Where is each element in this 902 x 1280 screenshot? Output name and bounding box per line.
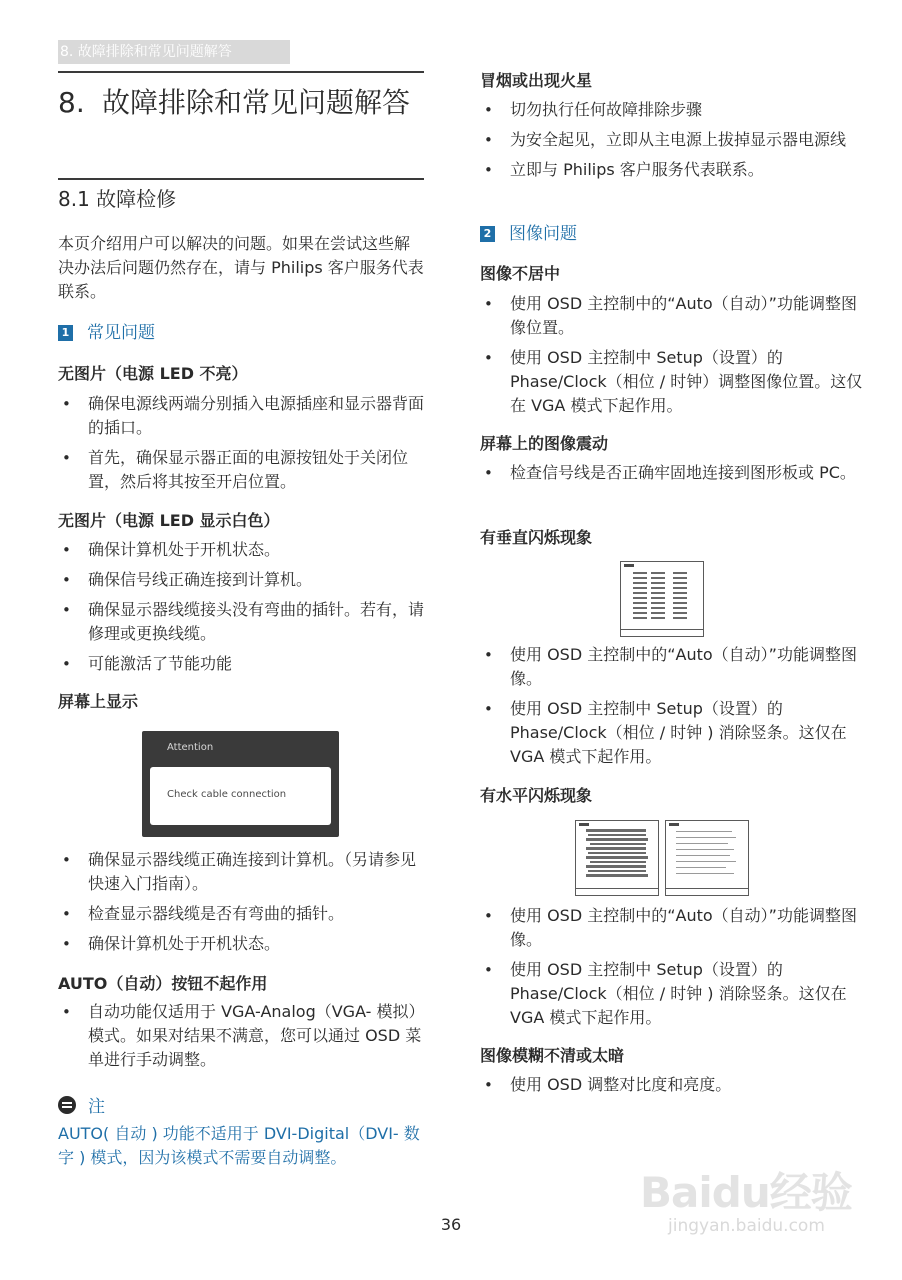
horizontal-lines-graphic xyxy=(666,821,748,887)
list-item: • 检查显示器线缆是否有弯曲的插针。 xyxy=(58,902,424,926)
subheading-vertical-flicker: 有垂直闪烁现象 xyxy=(480,528,593,547)
section-heading-8-1: 8.1 故障检修 xyxy=(58,187,177,211)
baidu-watermark xyxy=(640,1160,870,1260)
subheading-auto-button: AUTO（自动）按钮不起作用 xyxy=(58,974,268,993)
monitor-base xyxy=(576,888,658,895)
subheading-no-picture-led-white: 无图片（电源 LED 显示白色） xyxy=(58,511,280,530)
bullet-list xyxy=(58,1000,424,1078)
page-number: 36 xyxy=(440,1215,462,1234)
list-item: • 确保信号线正确连接到计算机。 xyxy=(58,568,424,592)
subheading-smoke-sparks: 冒烟或出现火星 xyxy=(480,71,593,90)
note-text: AUTO( 自动 ) 功能不适用于 DVI-Digital（DVI- 数字 ) 模式，因为该模式不需要自动调整。 xyxy=(58,1124,420,1167)
bullet-list xyxy=(58,848,424,962)
watermark-url: jingyan.baidu.com xyxy=(668,1216,825,1236)
bullet-list xyxy=(480,1073,860,1103)
section-image-problems xyxy=(480,223,577,245)
list-item: • 确保显示器线缆正确连接到计算机。（另请参见快速入门指南）。 xyxy=(58,848,424,896)
subheading-screen-shows: 屏幕上显示 xyxy=(58,692,139,711)
list-item: • 确保计算机处于开机状态。 xyxy=(58,932,424,956)
osd-message: Check cable connection xyxy=(167,789,287,800)
bullet-list xyxy=(480,461,860,491)
list-item: • 确保显示器线缆接头没有弯曲的插针。若有，请修理或更换线缆。 xyxy=(58,598,424,646)
list-item: • 可能激活了节能功能 xyxy=(58,652,424,676)
note-icon xyxy=(58,1096,76,1114)
list-item: • 首先，确保显示器正面的电源按钮处于关闭位置，然后将其按至开启位置。 xyxy=(58,446,424,494)
list-item: • 确保电源线两端分别插入电源插座和显示器背面的插口。 xyxy=(58,392,424,440)
bullet-list xyxy=(58,538,424,682)
vertical-flicker-monitor-illustration xyxy=(620,561,704,637)
list-item: • 为安全起见，立即从主电源上拔掉显示器电源线 xyxy=(480,128,860,152)
vertical-stripes-graphic xyxy=(621,562,703,628)
subheading-image-blurry: 图像模糊不清或太暗 xyxy=(480,1046,625,1065)
section-number-badge: 2 xyxy=(480,226,495,242)
horizontal-clean-monitor-illustration xyxy=(665,820,749,896)
list-item: • 使用 OSD 主控制中 Setup（设置）的 Phase/Clock（相位 / 时钟 ) 消除竖条。这仅在 VGA 模式下起作用。 xyxy=(480,697,865,769)
bullet-list xyxy=(480,98,860,188)
list-item: • 立即与 Philips 客户服务代表联系。 xyxy=(480,158,860,182)
osd-title: Attention xyxy=(167,742,214,753)
list-item: • 切勿执行任何故障排除步骤 xyxy=(480,98,860,122)
chapter-heading xyxy=(58,84,424,164)
note-title: 注 xyxy=(88,1097,105,1117)
monitor-base xyxy=(621,629,703,636)
bullet-list xyxy=(480,292,865,424)
subheading-horizontal-flicker: 有水平闪烁现象 xyxy=(480,786,593,805)
bullet-list xyxy=(480,643,865,775)
chapter-top-rule xyxy=(58,71,424,73)
list-item: • 检查信号线是否正确牢固地连接到图形板或 PC。 xyxy=(480,461,860,485)
watermark-brand: Baidu经验 xyxy=(640,1168,852,1217)
chapter-number: 8. xyxy=(58,86,85,119)
osd-panel xyxy=(150,767,331,825)
chapter-bottom-rule xyxy=(58,178,424,180)
list-item: • 使用 OSD 主控制中的“Auto（自动）”功能调整图像位置。 xyxy=(480,292,865,340)
list-item: • 使用 OSD 主控制中 Setup（设置）的 Phase/Clock（相位 / 时钟）调整图像位置。这仅在 VGA 模式下起作用。 xyxy=(480,346,865,418)
list-item: • 使用 OSD 主控制中 Setup（设置）的 Phase/Clock（相位 / 时钟 ) 消除竖条。这仅在 VGA 模式下起作用。 xyxy=(480,958,865,1030)
chapter-title: 故障排除和常见问题解答 xyxy=(102,86,411,119)
list-item: • 使用 OSD 主控制中的“Auto（自动）”功能调整图像。 xyxy=(480,643,865,691)
list-item: • 确保计算机处于开机状态。 xyxy=(58,538,424,562)
list-item: • 使用 OSD 调整对比度和亮度。 xyxy=(480,1073,860,1097)
subheading-no-picture-led-off: 无图片（电源 LED 不亮） xyxy=(58,364,248,383)
section-number-badge: 1 xyxy=(58,325,73,341)
bullet-list xyxy=(58,392,424,500)
list-item: • 自动功能仅适用于 VGA-Analog（VGA- 模拟）模式。如果对结果不满意，您可以通过 OSD 菜单进行手动调整。 xyxy=(58,1000,424,1072)
note-heading xyxy=(58,1092,105,1117)
subheading-image-not-centered: 图像不居中 xyxy=(480,264,561,283)
subheading-image-shaking: 屏幕上的图像震动 xyxy=(480,434,609,453)
horizontal-noise-graphic xyxy=(576,821,658,887)
osd-attention-dialog xyxy=(142,731,339,837)
horizontal-flicker-monitor-illustration xyxy=(575,820,659,896)
intro-paragraph: 本页介绍用户可以解决的问题。如果在尝试这些解决办法后问题仍然存在，请与 Philips 客户服务代表联系。 xyxy=(58,234,424,301)
monitor-base xyxy=(666,888,748,895)
running-header-tab: 8. 故障排除和常见问题解答 xyxy=(58,40,290,64)
section-common-problems xyxy=(58,322,155,344)
bullet-list xyxy=(480,904,865,1036)
section-title: 图像问题 xyxy=(509,224,577,244)
list-item: • 使用 OSD 主控制中的“Auto（自动）”功能调整图像。 xyxy=(480,904,865,952)
section-title: 常见问题 xyxy=(87,323,155,343)
